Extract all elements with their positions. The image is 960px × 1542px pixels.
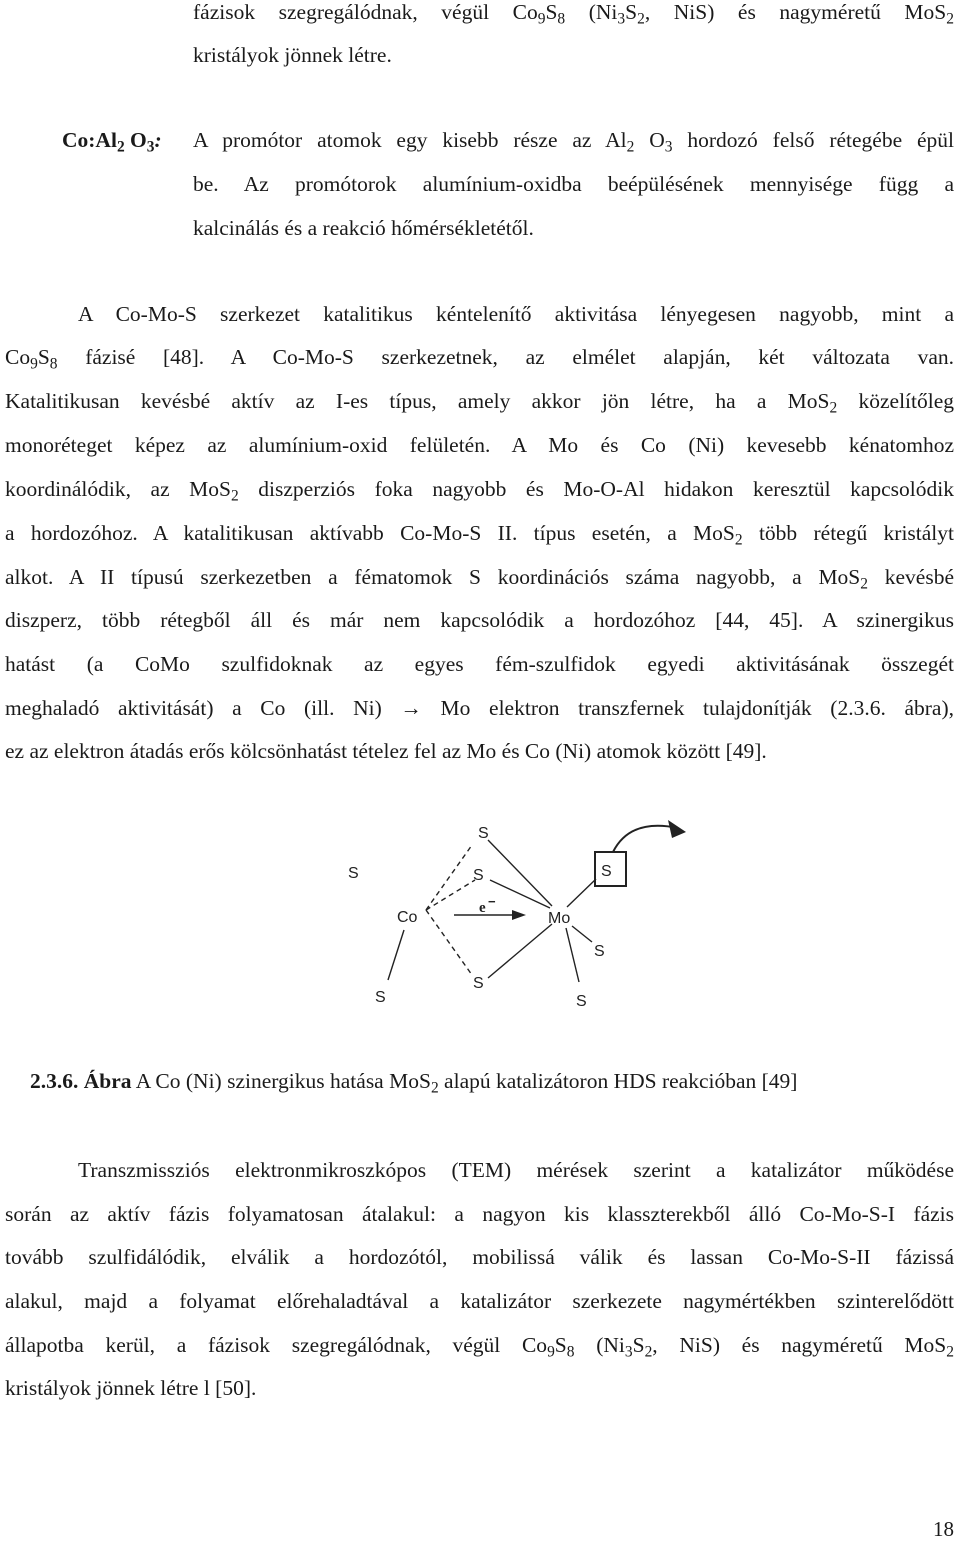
page-number: 18 xyxy=(933,1517,954,1541)
s-atom-left-bottom: S xyxy=(375,989,386,1006)
para2-line-5: koordinálódik, az MoS$_2$ diszperziós foka nagyobb és Mo-O-Al hidakon keresztül kapcsolódik xyxy=(5,477,954,505)
para2-line-6: a hordozóhoz. A katalitikusan aktívabb Co-Mo-S II. típus esetén, a MoS$_2$ több rétegű kristályt xyxy=(5,521,954,549)
para2-line-2: $Co_9S_8$ fázisé [48]. A Co-Mo-S szerkezetnek, az elmélet alapján, két változata van. xyxy=(5,345,954,373)
electron-label: e xyxy=(479,900,486,916)
para3-line-2: során az aktív fázis folyamatosan átalakul: a nagyon kis klasszterekből álló Co-Mo-S-I fázis xyxy=(5,1202,954,1226)
top-line-1: fázisok szegregálódnak, végül $Co_9S_8$ ($Ni_3S_2$, NiS) és nagyméretű MoS$_2$ xyxy=(193,0,954,28)
curved-arrow-head xyxy=(668,820,686,838)
para2-line-11: ez az elektron átadás erős kölcsönhatást tételez fel az Mo és Co (Ni) atomok között [49]. xyxy=(5,739,767,763)
bond-co-s-bottom xyxy=(426,910,472,975)
para3-line-4: alakul, majd a folyamat előrehaladtával a katalizátor szerkezete nagymértékben szinterelődött xyxy=(5,1289,954,1313)
bond-mo-s-lower xyxy=(566,928,579,982)
co-al-label: $Co:Al_2$ $O_3$: xyxy=(62,128,162,156)
bond-co-s-mid xyxy=(426,880,475,910)
s-atom-left-top: S xyxy=(348,865,359,882)
co-al-line-1: A promótor atomok egy kisebb része az $Al_2$ $O_3$ hordozó felső rétegébe épül xyxy=(193,128,954,156)
s-atom-right: S xyxy=(594,943,605,960)
co-atom: Co xyxy=(397,909,418,926)
bond-co-s-top xyxy=(426,845,472,910)
s-atom-right-bottom: S xyxy=(576,993,587,1010)
mo-atom: Mo xyxy=(548,910,571,927)
co-mo-s-figure xyxy=(330,810,730,1020)
bond-mo-s-box xyxy=(567,879,596,907)
co-al-line-2: be. Az promótorok alumínium-oxidba beépülésének mennyisége függ a xyxy=(193,172,954,196)
para2-line-3: Katalitikusan kevésbé aktív az I-es típus, amely akkor jön létre, ha a MoS$_2$ közelítőleg xyxy=(5,389,955,417)
s-atom-mid: S xyxy=(473,867,484,884)
para3-line-3: tovább szulfidálódik, elválik a hordozótól, mobilissá válik és lassan Co-Mo-S-II fázissá xyxy=(5,1245,954,1269)
electron-charge: − xyxy=(488,894,496,909)
para3-line-6: kristályok jönnek létre l [50]. xyxy=(5,1376,257,1400)
figure-caption: 2.3.6. Ábra A Co (Ni) szinergikus hatása MoS$_2$ alapú katalizátoron HDS reakcióban [49] xyxy=(30,1069,798,1097)
para2-line-4: monoréteget képez az alumínium-oxid felületén. A Mo és Co (Ni) kevesebb kénatomhoz xyxy=(5,433,954,457)
para2-line-1: A Co-Mo-S szerkezet katalitikus kéntelenítő aktivitása lényegesen nagyobb, mint a xyxy=(78,302,954,326)
co-al-line-3: kalcinálás és a reakció hőmérsékletétől. xyxy=(193,216,534,240)
s-atom-boxed: S xyxy=(601,863,612,880)
bond-mo-s-top xyxy=(488,840,552,906)
s-atom-top: S xyxy=(478,825,489,842)
top-line-2: kristályok jönnek létre. xyxy=(193,43,392,67)
para3-line-5: állapotba kerül, a fázisok szegregálódnak, végül $Co_9S_8$ ($Ni_3S_2$, NiS) és nagyméretű MoS$_2$ xyxy=(5,1333,954,1361)
para2-line-9: hatást (a CoMo szulfidoknak az egyes fém-szulfidok egyedi aktivitásának összegét xyxy=(5,652,954,676)
curved-arrow xyxy=(613,826,678,852)
bond-mo-s-right xyxy=(572,926,592,942)
bond-co-s-left xyxy=(388,930,404,980)
electron-arrow-head xyxy=(512,910,526,920)
s-atom-bottom: S xyxy=(473,975,484,992)
bond-mo-s-bottom xyxy=(488,924,552,978)
para2-line-10: meghaladó aktivitását) a Co (ill. Ni) → Mo elektron transzfernek tulajdonítják (2.3.6. ábra), xyxy=(5,696,954,720)
para2-line-7: alkot. A II típusú szerkezetben a fématomok S koordinációs száma nagyobb, a MoS$_2$ kevésbé xyxy=(5,565,955,593)
para3-line-1: Transzmissziós elektronmikroszkópos (TEM) mérések szerint a katalizátor működése xyxy=(78,1158,954,1182)
para2-line-8: diszperz, több rétegből áll és már nem kapcsolódik a hordozóhoz [44, 45]. A szinergikus xyxy=(5,608,954,632)
